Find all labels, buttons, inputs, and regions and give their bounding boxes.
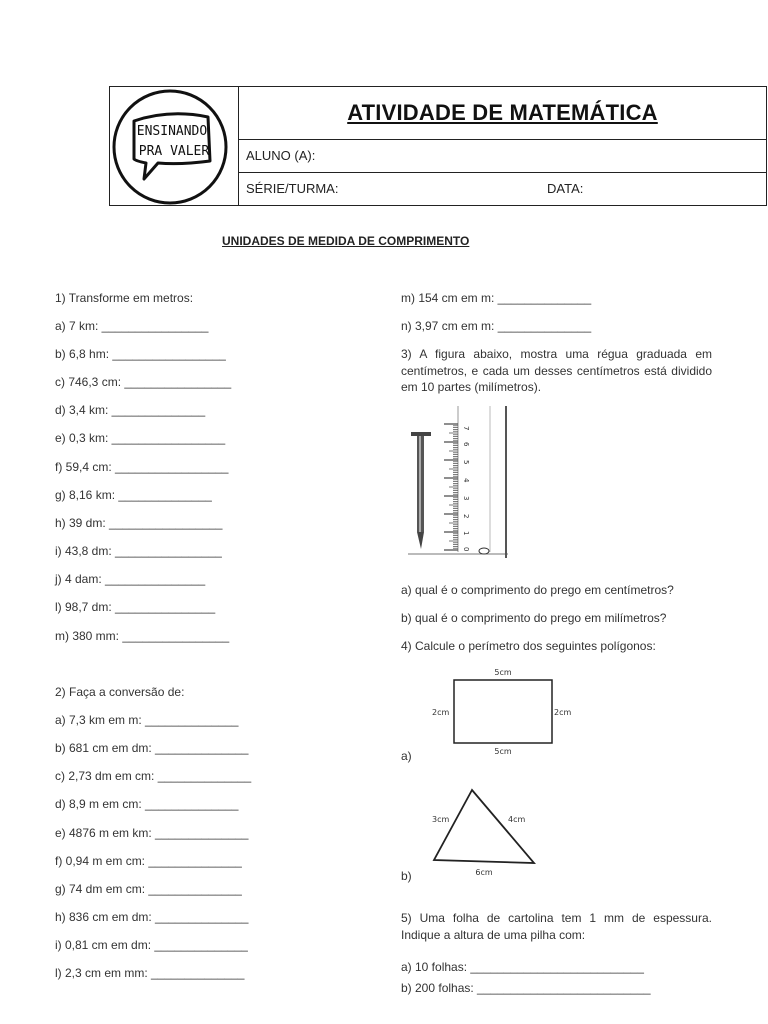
ruler-number: 0 — [462, 547, 470, 552]
triangle-shape — [434, 790, 534, 863]
logo-cell — [110, 87, 239, 205]
ruler-number: 5 — [462, 460, 470, 465]
aluno-label: ALUNO (A): — [246, 148, 316, 163]
serie-label: SÉRIE/TURMA: — [246, 181, 339, 196]
q1-item: j) 4 dam: _______________ — [55, 572, 206, 586]
tri-right-label: 4cm — [508, 815, 526, 824]
q5-question-b: b) 200 folhas: __________________________ — [401, 981, 651, 995]
serie-row[interactable] — [239, 172, 766, 205]
tri-left-label: 3cm — [432, 815, 450, 824]
rectangle-shape — [454, 680, 552, 743]
q1-item: i) 43,8 dm: ________________ — [55, 544, 222, 558]
q1-item: g) 8,16 km: ______________ — [55, 488, 212, 502]
q1-item: b) 6,8 hm: _________________ — [55, 347, 226, 361]
q3-text: 3) A figura abaixo, mostra uma régua graduada em centímetros, e cada um desses centímetros está dividido em 10 partes (milímetros). — [401, 347, 712, 394]
rect-right-label: 2cm — [554, 708, 572, 717]
ruler-figure — [400, 404, 516, 562]
ruler-number: 3 — [462, 496, 470, 501]
q1-item: a) 7 km: ________________ — [55, 319, 209, 333]
q2-title: 2) Faça a conversão de: — [55, 685, 185, 699]
logo-text-line1: ENSINANDO — [136, 124, 208, 139]
ensinando-logo — [110, 87, 238, 205]
tri-bottom-label: 6cm — [475, 868, 493, 877]
ruler-number: 7 — [462, 426, 470, 431]
ruler-number: 6 — [462, 442, 470, 447]
rect-bottom-label: 5cm — [494, 747, 512, 756]
q2-item: e) 4876 m em km: ______________ — [55, 826, 249, 840]
q1-item: c) 746,3 cm: ________________ — [55, 375, 232, 389]
ruler-number: 2 — [462, 514, 470, 519]
q2-item: a) 7,3 km em m: ______________ — [55, 713, 239, 727]
q1-item: m) 380 mm: ________________ — [55, 629, 230, 643]
q2-item: h) 836 cm em dm: ______________ — [55, 910, 249, 924]
q2-item: i) 0,81 cm em dm: ______________ — [55, 938, 248, 952]
rect-left-label: 2cm — [432, 708, 450, 717]
q1-title: 1) Transforme em metros: — [55, 291, 194, 305]
q2-item: d) 8,9 m em cm: ______________ — [55, 797, 239, 811]
q1-item: e) 0,3 km: _________________ — [55, 431, 226, 445]
q2-item: n) 3,97 cm em m: ______________ — [401, 319, 592, 333]
q2-item: c) 2,73 dm em cm: ______________ — [55, 769, 252, 783]
rect-top-label: 5cm — [494, 668, 512, 677]
q4-rect-label: a) — [401, 749, 412, 763]
ruler-number: 1 — [462, 531, 470, 536]
aluno-row[interactable] — [239, 139, 766, 173]
q1-item: h) 39 dm: _________________ — [55, 516, 223, 530]
q2-item: f) 0,94 m em cm: ______________ — [55, 854, 242, 868]
title-row — [239, 87, 766, 140]
data-label: DATA: — [547, 181, 584, 196]
q5-question-a: a) 10 folhas: __________________________ — [401, 960, 644, 974]
ruler-number: 4 — [462, 478, 470, 483]
section-subtitle: UNIDADES DE MEDIDA DE COMPRIMENTO — [222, 234, 470, 248]
q3-question-b: b) qual é o comprimento do prego em milímetros? — [401, 611, 667, 625]
q5-text: 5) Uma folha de cartolina tem 1 mm de espessura. Indique a altura de uma pilha com: — [401, 911, 712, 942]
q4-tri-label: b) — [401, 869, 412, 883]
q2-item: l) 2,3 cm em mm: ______________ — [55, 966, 245, 980]
q2-item: m) 154 cm em m: ______________ — [401, 291, 592, 305]
q1-item: l) 98,7 dm: _______________ — [55, 600, 216, 614]
q1-item: d) 3,4 km: ______________ — [55, 403, 206, 417]
q2-item: g) 74 dm em cm: ______________ — [55, 882, 242, 896]
page-title: ATIVIDADE DE MATEMÁTICA — [347, 100, 658, 125]
q4-title: 4) Calcule o perímetro dos seguintes polígonos: — [401, 639, 656, 653]
q2-item: b) 681 cm em dm: ______________ — [55, 741, 249, 755]
rectangle-figure — [428, 664, 578, 756]
header-box — [109, 86, 767, 206]
logo-text-line2: PRA VALER — [138, 144, 210, 159]
nail-head — [411, 432, 431, 436]
triangle-figure — [428, 784, 548, 880]
q3-question-a: a) qual é o comprimento do prego em centímetros? — [401, 583, 674, 597]
q1-item: f) 59,4 cm: _________________ — [55, 460, 229, 474]
